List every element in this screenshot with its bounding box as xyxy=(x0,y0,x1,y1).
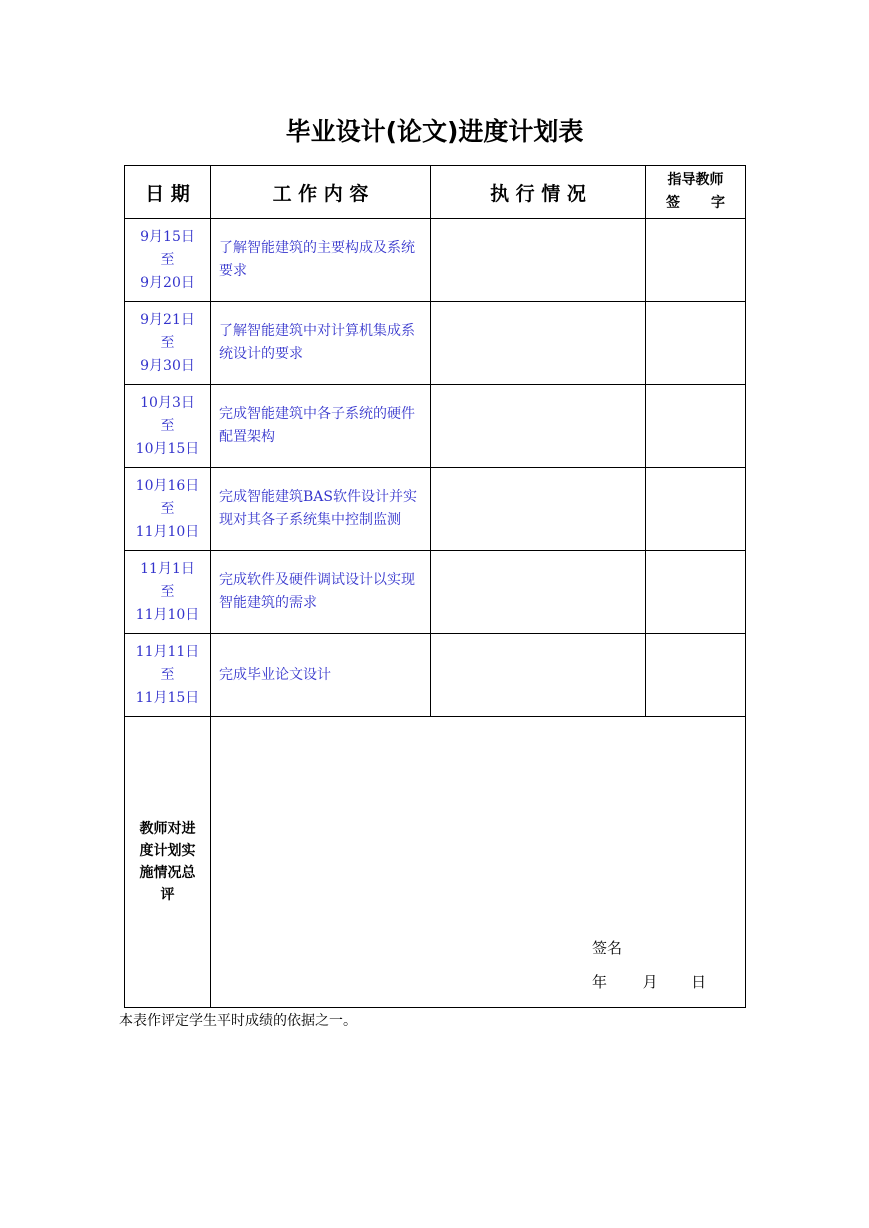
header-supervisor-sign xyxy=(646,166,746,219)
signature-label: 签名 xyxy=(592,939,623,957)
status-cell[interactable] xyxy=(431,634,646,717)
header-sign-right: 字 xyxy=(711,195,725,211)
footnote: 本表作评定学生平时成绩的依据之一。 xyxy=(119,1013,357,1029)
sign-cell[interactable] xyxy=(646,302,746,385)
header-content: 工 作 内 容 xyxy=(211,166,431,219)
start-date: 9月21日 xyxy=(140,311,195,328)
end-date: 11月10日 xyxy=(135,523,200,540)
status-cell[interactable] xyxy=(431,385,646,468)
end-date: 10月15日 xyxy=(135,440,200,457)
table-row xyxy=(125,468,746,551)
start-date: 11月11日 xyxy=(135,643,200,660)
end-date: 9月20日 xyxy=(140,274,195,291)
status-cell[interactable] xyxy=(431,219,646,302)
end-date: 11月10日 xyxy=(135,606,200,623)
date-separator: 至 xyxy=(160,666,175,683)
table-row xyxy=(125,385,746,468)
end-date: 11月15日 xyxy=(135,689,200,706)
start-date: 9月15日 xyxy=(140,228,195,245)
sign-cell[interactable] xyxy=(646,468,746,551)
header-status: 执 行 情 况 xyxy=(431,166,646,219)
date-separator: 至 xyxy=(160,251,175,268)
date-separator: 至 xyxy=(160,500,175,517)
table-row xyxy=(125,219,746,302)
status-cell[interactable] xyxy=(431,468,646,551)
content-cell: 完成智能建筑中各子系统的硬件配置架构 xyxy=(211,385,431,468)
table-row xyxy=(125,551,746,634)
content-cell: 了解智能建筑中对计算机集成系统设计的要求 xyxy=(211,302,431,385)
content-cell: 了解智能建筑的主要构成及系统要求 xyxy=(211,219,431,302)
date-separator: 至 xyxy=(160,583,175,600)
date-cell xyxy=(125,634,211,717)
sign-cell[interactable] xyxy=(646,219,746,302)
month-label: 月 xyxy=(642,973,658,991)
evaluation-label: 教师对进度计划实施情况总评 xyxy=(125,717,211,1008)
start-date: 10月16日 xyxy=(135,477,200,494)
day-label: 日 xyxy=(691,973,707,991)
status-cell[interactable] xyxy=(431,302,646,385)
evaluation-row xyxy=(125,717,746,1008)
signature-date xyxy=(592,971,706,992)
sign-cell[interactable] xyxy=(646,385,746,468)
header-date: 日 期 xyxy=(125,166,211,219)
sign-cell[interactable] xyxy=(646,634,746,717)
content-cell: 完成软件及硬件调试设计以实现智能建筑的需求 xyxy=(211,551,431,634)
status-cell[interactable] xyxy=(431,551,646,634)
date-separator: 至 xyxy=(160,417,175,434)
content-cell: 完成智能建筑BAS软件设计并实现对其各子系统集中控制监测 xyxy=(211,468,431,551)
end-date: 9月30日 xyxy=(140,357,195,374)
header-sign-line1: 指导教师 xyxy=(667,172,724,188)
header-sign-left: 签 xyxy=(666,195,680,211)
date-cell xyxy=(125,385,211,468)
date-separator: 至 xyxy=(160,334,175,351)
date-cell xyxy=(125,302,211,385)
progress-plan-table xyxy=(124,165,746,1008)
table-header-row xyxy=(125,166,746,219)
date-cell xyxy=(125,219,211,302)
start-date: 10月3日 xyxy=(140,394,195,411)
content-cell: 完成毕业论文设计 xyxy=(211,634,431,717)
sign-cell[interactable] xyxy=(646,551,746,634)
date-cell xyxy=(125,551,211,634)
year-label: 年 xyxy=(592,973,608,991)
date-cell xyxy=(125,468,211,551)
page-title: 毕业设计(论文)进度计划表 xyxy=(285,117,584,146)
evaluation-comment-area[interactable] xyxy=(211,717,746,1008)
start-date: 11月1日 xyxy=(140,560,195,577)
table-row xyxy=(125,634,746,717)
table-row xyxy=(125,302,746,385)
